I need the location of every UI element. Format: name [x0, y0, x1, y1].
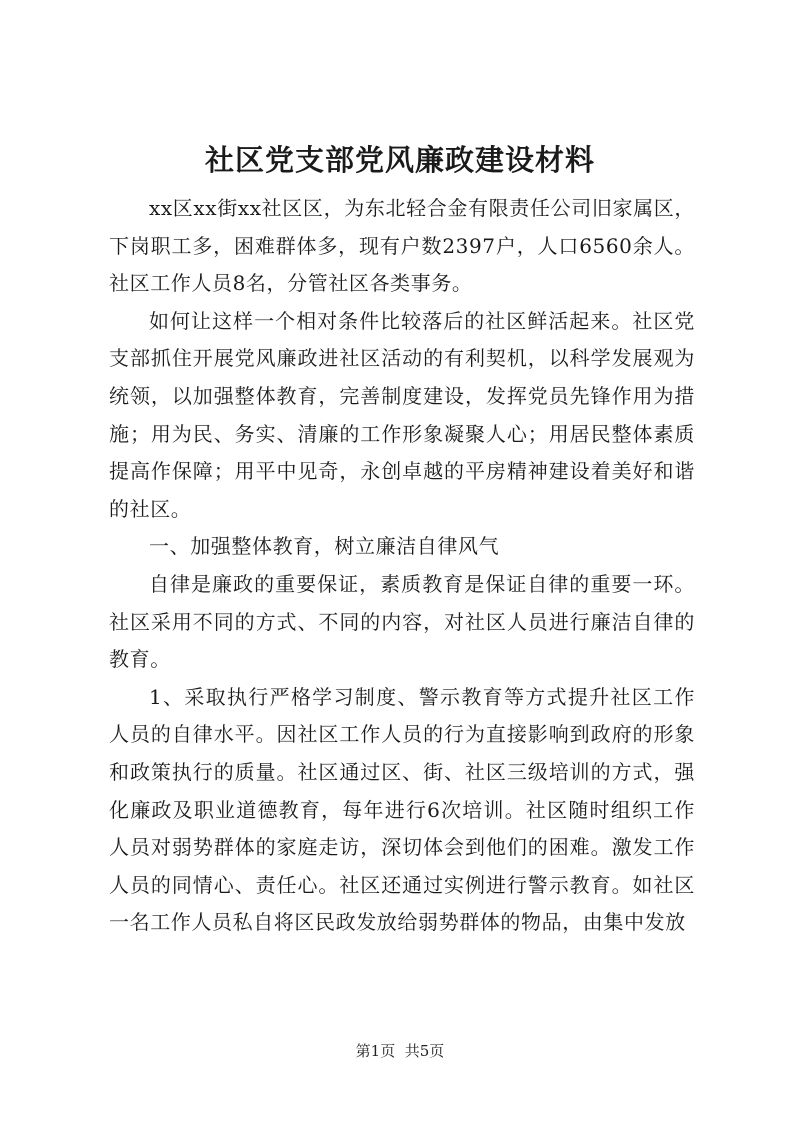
paragraph-overview: 如何让这样一个相对条件比较落后的社区鲜活起来。社区党支部抓住开展党风廉政进社区活动的有利契机，以科学发展观为统领，以加强整体教育，完善制度建设，发挥党员先锋作用为措施；用为民、务实、清廉的工作形象凝聚人心；用居民整体素质提高作保障；用平中见奇，永创卓越的平房精神建设着美好和谐的社区。 — [109, 308, 695, 521]
paragraph-intro: xx区xx街xx社区区，为东北轻合金有限责任公司旧家属区，下岗职工多，困难群体多，现有户数2397户，人口6560余人。社区工作人员8名，分管社区各类事务。 — [109, 196, 695, 296]
page-total: 共5页 — [404, 1042, 445, 1060]
page-number: 第1页 — [355, 1042, 396, 1060]
page-footer — [0, 1040, 800, 1062]
document-body — [109, 190, 695, 942]
paragraph-self-discipline: 自律是廉政的重要保证，素质教育是保证自律的重要一环。社区采用不同的方式、不同的内容，对社区人员进行廉洁自律的教育。 — [109, 571, 695, 672]
document-title: 社区党支部党风廉政建设材料 — [204, 143, 595, 177]
paragraph-item-1: 1、采取执行严格学习制度、警示教育等方式提升社区工作人员的自律水平。因社区工作人员的行为直接影响到政府的形象和政策执行的质量。社区通过区、街、社区三级培训的方式，强化廉政及职业道德教育，每年进行6次培训。社区随时组织工作人员对弱势群体的家庭走访，深切体会到他们的困难。激发工作人员的同情心、责任心。社区还通过实例进行警示教育。如社区一名工作人员私自将区民政发放给弱势群体的物品，由集中发放 — [109, 684, 695, 935]
section-heading-1: 一、加强整体教育，树立廉洁自律风气 — [149, 534, 500, 559]
